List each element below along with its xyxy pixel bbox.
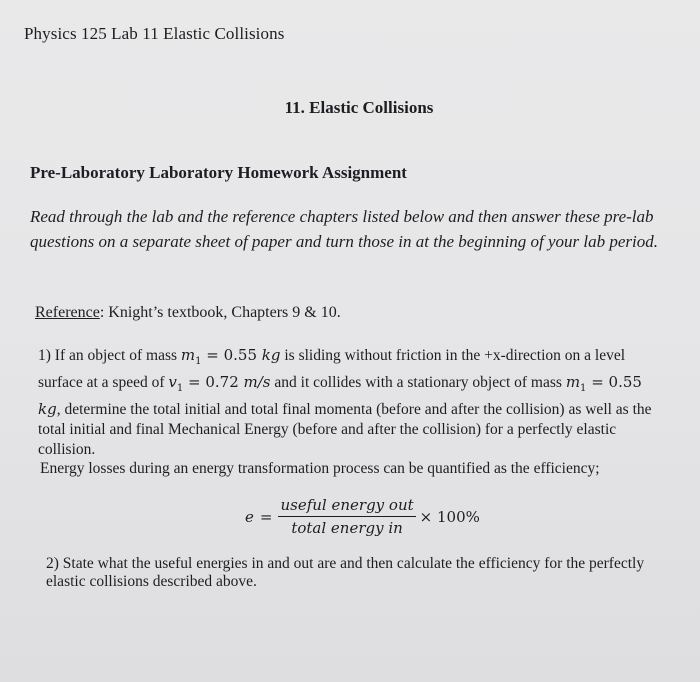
m1-value: = 0.55 bbox=[201, 346, 262, 364]
v1-unit: m/s bbox=[243, 373, 271, 391]
q1-text-2: is sliding without friction in the +x-direction on a level surface at a speed of bbox=[38, 347, 626, 391]
formula-numerator: useful energy out bbox=[280, 496, 414, 514]
reference-text: : Knight’s textbook, Chapters 9 & 10. bbox=[99, 304, 341, 321]
m1-symbol: m bbox=[180, 346, 196, 364]
section-heading: Pre-Laboratory Laboratory Homework Assignment bbox=[30, 163, 407, 182]
reference-line bbox=[35, 304, 341, 322]
formula-times-100: × 100% bbox=[419, 507, 480, 526]
q1-text-4: , determine the total initial and total final momenta (before and after the collision) as well as the total initial and final Mechanical Energy (before and after the collision) for a perfectly elastic collision. bbox=[38, 401, 652, 458]
m1-unit: kg bbox=[261, 346, 281, 364]
v1-subscript: 1 bbox=[176, 383, 184, 394]
m2-unit: kg bbox=[38, 400, 57, 418]
formula-lhs: e bbox=[245, 507, 254, 526]
instructions-paragraph: Read through the lab and the reference chapters listed below and then answer these pre-lab questions on a separate sheet of paper and turn those in at the beginning of your lab period. bbox=[30, 207, 659, 251]
q1-text-1: 1) If an object of mass bbox=[38, 347, 181, 364]
formula-fraction bbox=[278, 496, 415, 537]
mass-m1-expression bbox=[180, 346, 281, 367]
m2-value: = 0.55 bbox=[586, 373, 642, 391]
question-2: 2) State what the useful energies in and out are and then calculate the efficiency for the perfectly elastic collisions described above. bbox=[46, 555, 645, 590]
formula-denominator: total energy in bbox=[291, 519, 403, 537]
question-1 bbox=[38, 345, 658, 460]
efficiency-intro: Energy losses during an energy transformation process can be quantified as the efficiency; bbox=[40, 460, 600, 477]
efficiency-formula bbox=[245, 496, 480, 537]
m2-symbol: m bbox=[565, 373, 581, 391]
course-header: Physics 125 Lab 11 Elastic Collisions bbox=[24, 24, 285, 43]
v1-symbol: v bbox=[168, 373, 177, 391]
formula-equals: = bbox=[259, 507, 273, 526]
speed-v1-expression bbox=[168, 373, 271, 394]
q1-text-3: and it collides with a stationary object of mass bbox=[270, 374, 566, 391]
reference-label: Reference bbox=[35, 304, 100, 321]
m1-subscript: 1 bbox=[195, 356, 202, 367]
m2-subscript: 1 bbox=[580, 383, 587, 394]
v1-value: = 0.72 bbox=[183, 373, 244, 391]
document-title: 11. Elastic Collisions bbox=[284, 98, 434, 117]
